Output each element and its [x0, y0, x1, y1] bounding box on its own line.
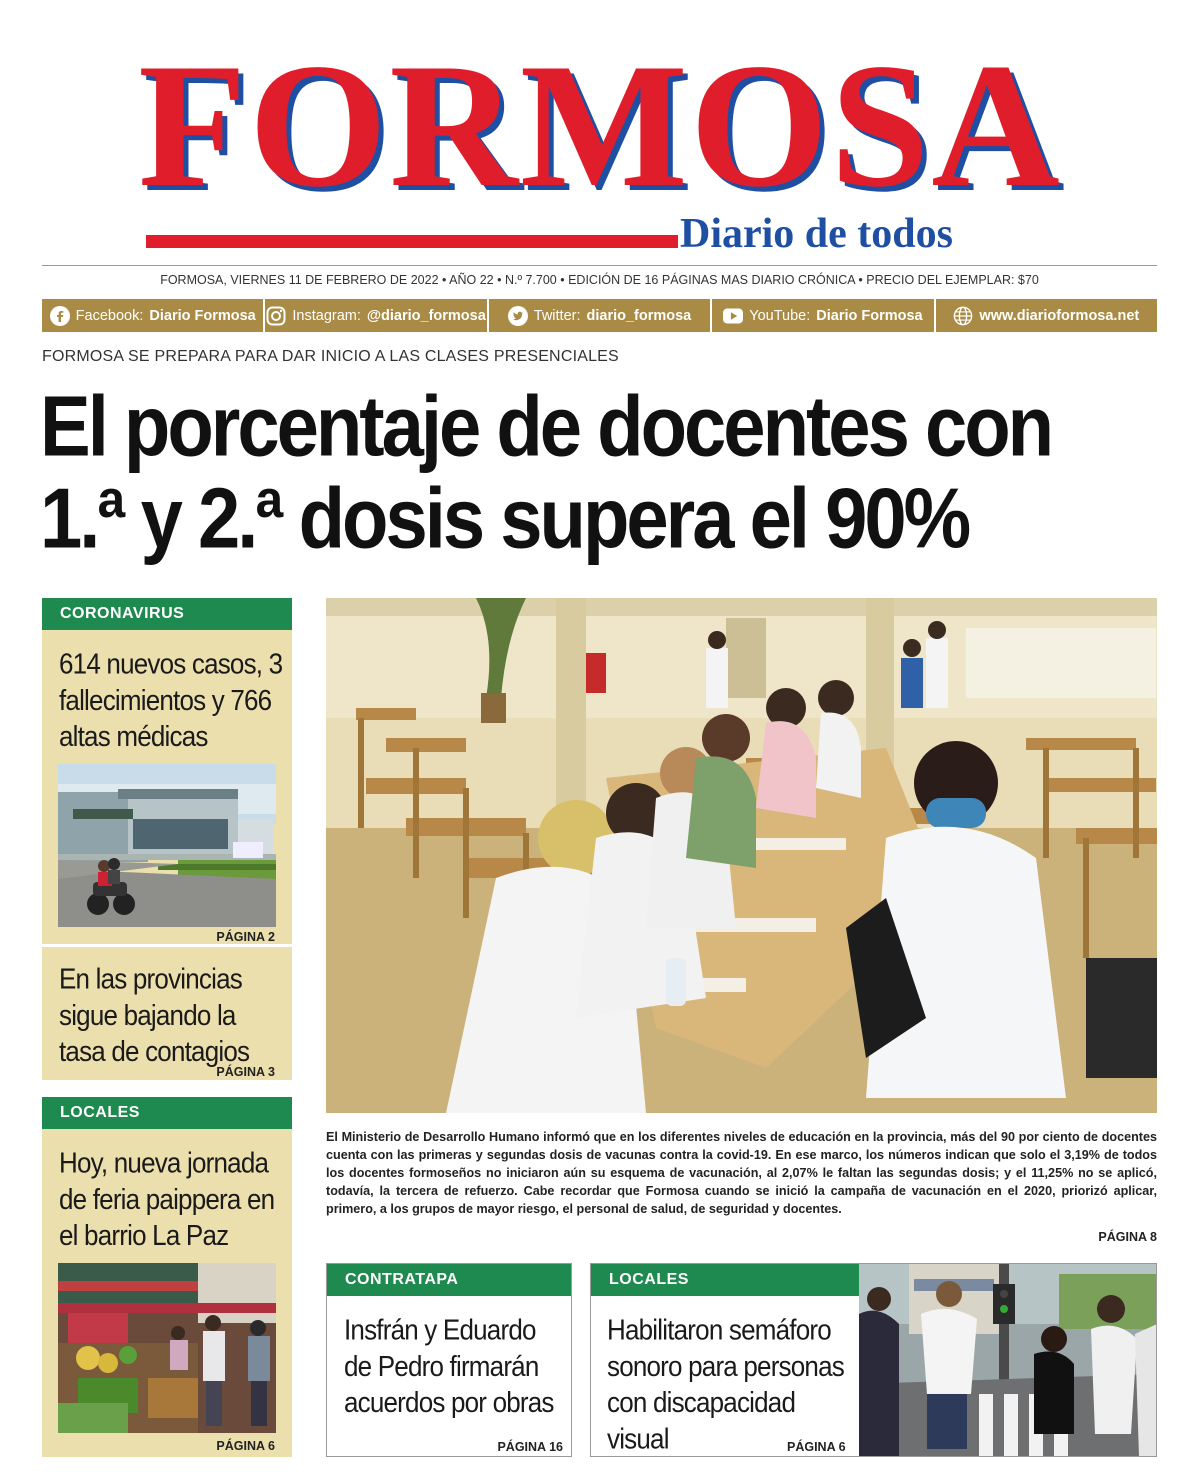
- masthead-logo: FORMOSA: [138, 26, 1062, 224]
- masthead-divider: [42, 265, 1157, 266]
- semaforo-photo: [859, 1264, 1157, 1456]
- contratapa-page-ref: PÁGINA 16: [497, 1440, 563, 1454]
- social-facebook[interactable]: [42, 299, 265, 332]
- lead-photo-vaccination-teachers: [326, 598, 1157, 1113]
- lead-caption: El Ministerio de Desarrollo Humano informó que en los diferentes niveles de educación en la provincia, más del 90 por ciento de docentes cuenta con las primeras y segundas dosis de vacunas contra la covid-19. En ese marco, los números indican que solo el 3,19% de todos los docentes formoseños no iniciaron aún su esquema de vacunación, al 2,07% le faltan las segundas dosis; y el 11,25% no se aplicó, todavía, la tercera de refuerzo. Cabe recordar que Formosa cuando se inició la campaña de vacunación en el 2020, priorizó aplicar, primero, a los grupos de mayor riesgo, el personal de salud, de seguridad y docentes.: [326, 1130, 1157, 1216]
- coronavirus-page-ref: PÁGINA 2: [216, 930, 275, 944]
- feria-photo: [58, 1263, 276, 1433]
- edition-line: FORMOSA, VIERNES 11 DE FEBRERO DE 2022 • AÑO 22 • N.º 7.700 • EDICIÓN DE 16 PÁGINAS MAS DIARIO CRÓNICA • PRECIO DEL EJEMPLAR: $70: [160, 273, 1039, 287]
- social-twitter[interactable]: [489, 299, 712, 332]
- social-youtube-label: YouTube:: [749, 307, 811, 324]
- social-instagram-handle: @diario_formosa: [366, 307, 486, 324]
- instagram-icon: [266, 306, 286, 326]
- lead-headline-line2[interactable]: 1.ª y 2.ª dosis supera el 90%: [40, 471, 969, 567]
- social-instagram-label: Instagram:: [292, 307, 361, 324]
- facebook-icon: [50, 306, 70, 326]
- locales-semaforo-headline[interactable]: Habilitaron semáforo sonoro para personas con discapacidad visual: [607, 1313, 844, 1455]
- masthead-tagline: Diario de todos: [680, 211, 953, 257]
- locales-feria-headline[interactable]: Hoy, nueva jornada de feria paippera en el barrio La Paz: [59, 1146, 275, 1252]
- social-bar: [42, 299, 1157, 332]
- locales-semaforo-page-ref: PÁGINA 6: [787, 1440, 846, 1454]
- contratapa-box[interactable]: [326, 1263, 572, 1457]
- provincias-box[interactable]: [42, 947, 292, 1080]
- social-twitter-handle: diario_formosa: [586, 307, 692, 324]
- lead-headline-line1[interactable]: El porcentaje de docentes con: [40, 379, 1052, 475]
- provincias-page-ref: PÁGINA 3: [216, 1065, 275, 1079]
- provincias-headline[interactable]: En las provincias sigue bajando la tasa de contagios: [59, 962, 250, 1068]
- lead-kicker: FORMOSA SE PREPARA PARA DAR INICIO A LAS CLASES PRESENCIALES: [42, 348, 619, 365]
- social-twitter-label: Twitter:: [533, 307, 581, 324]
- globe-icon: [953, 306, 973, 326]
- social-facebook-label: Facebook:: [75, 307, 144, 324]
- twitter-icon: [508, 306, 528, 326]
- locales-feria-page-ref: PÁGINA 6: [216, 1439, 275, 1453]
- social-facebook-handle: Diario Formosa: [149, 307, 256, 324]
- locales-feria-box[interactable]: [42, 1097, 292, 1457]
- social-instagram[interactable]: [265, 299, 488, 332]
- locales-semaforo-box[interactable]: [590, 1263, 1157, 1457]
- locales-feria-section-label: LOCALES: [42, 1097, 292, 1129]
- contratapa-headline[interactable]: Insfrán y Eduardo de Pedro firmarán acuerdos por obras: [344, 1313, 554, 1419]
- contratapa-section-label: CONTRATAPA: [327, 1264, 571, 1296]
- youtube-icon: [723, 306, 743, 326]
- social-youtube[interactable]: [712, 299, 935, 332]
- social-youtube-handle: Diario Formosa: [816, 307, 923, 324]
- coronavirus-section-label: CORONAVIRUS: [42, 598, 292, 630]
- hospital-photo: [58, 764, 276, 927]
- lead-page-ref: PÁGINA 8: [1098, 1230, 1157, 1244]
- social-website-handle: www.diarioformosa.net: [979, 307, 1140, 324]
- locales-semaforo-section-label: LOCALES: [591, 1264, 859, 1296]
- coronavirus-headline[interactable]: 614 nuevos casos, 3 fallecimientos y 766 altas médicas: [59, 647, 283, 753]
- social-website[interactable]: [936, 299, 1157, 332]
- coronavirus-box[interactable]: [42, 598, 292, 944]
- masthead-red-bar: [146, 235, 678, 248]
